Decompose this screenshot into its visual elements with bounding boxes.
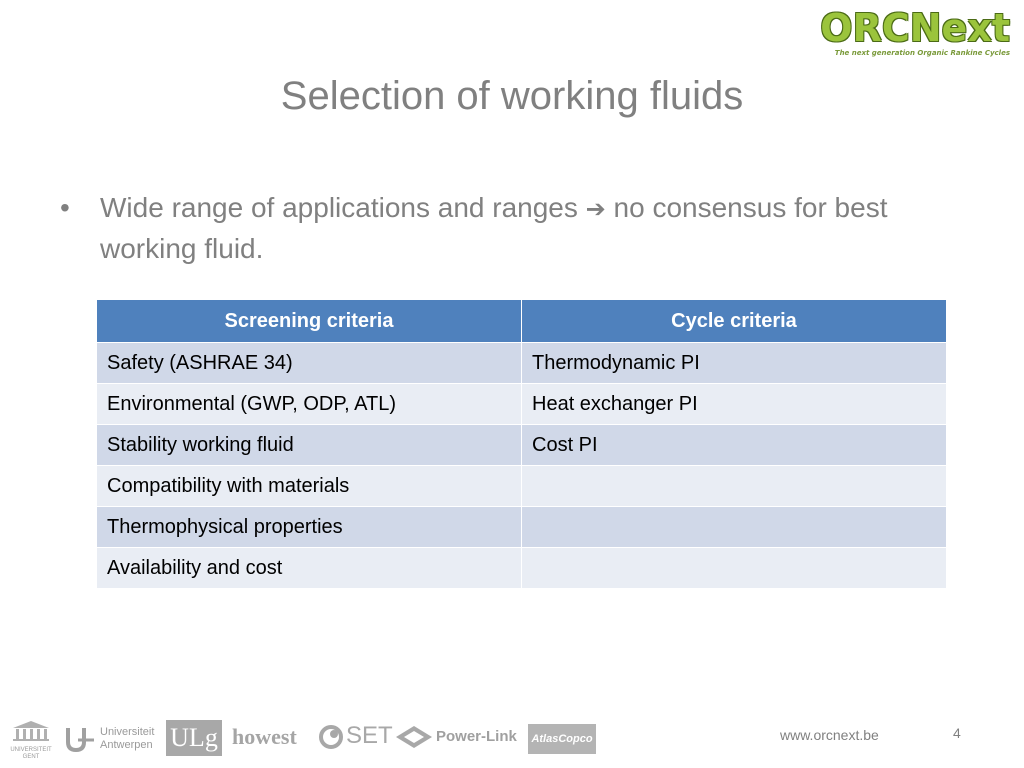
table-row (97, 548, 947, 589)
table-row (97, 466, 947, 507)
table-row (97, 425, 947, 466)
set-swirl-icon (318, 724, 344, 750)
table-cell: Thermodynamic PI (522, 343, 947, 384)
power-link-arrow-icon (396, 726, 432, 748)
table-cell: Compatibility with materials (97, 466, 522, 507)
logo-wordmark: ORCNext (820, 6, 1010, 50)
slide-title: Selection of working fluids (280, 74, 744, 118)
uantwerpen-label-1: Universiteit (100, 726, 155, 738)
footer-url: www.orcnext.be (780, 727, 879, 743)
criteria-table (96, 299, 947, 589)
ulg-logo: ULg (166, 720, 222, 756)
table-cell: Heat exchanger PI (522, 384, 947, 425)
right-arrow-icon: ➔ (585, 195, 606, 223)
ugent-building-icon (11, 720, 51, 742)
uantwerpen-label-2: Antwerpen (100, 739, 153, 751)
header-cycle-criteria: Cycle criteria (522, 300, 947, 343)
table-cell (522, 507, 947, 548)
bullet-text (100, 188, 960, 269)
set-label: SET (346, 722, 393, 749)
howest-logo: howest (232, 724, 297, 749)
partner-logos (0, 712, 620, 762)
atlas-copco-logo: AtlasCopco (528, 724, 596, 754)
bullet-point (60, 188, 960, 269)
table-cell: Cost PI (522, 425, 947, 466)
page-number: 4 (953, 725, 961, 741)
ugent-label: UNIVERSITEIT GENT (10, 747, 52, 760)
orcnext-logo (820, 8, 1010, 57)
table-cell: Availability and cost (97, 548, 522, 589)
table-cell: Safety (ASHRAE 34) (97, 343, 522, 384)
ugent-logo (6, 720, 56, 761)
bullet-text-before: Wide range of applications and ranges (100, 192, 578, 223)
header-screening-criteria: Screening criteria (97, 300, 522, 343)
table-row (97, 343, 947, 384)
uantwerpen-emblem-icon (64, 726, 96, 752)
table-cell (522, 548, 947, 589)
table-row (97, 507, 947, 548)
bullet-text-after: no consensus for best working fluid. (100, 192, 888, 264)
table-cell: Thermophysical properties (97, 507, 522, 548)
bullet-dot: • (60, 192, 70, 223)
logo-tagline: The next generation Organic Rankine Cycles (834, 49, 1010, 57)
table-row (97, 384, 947, 425)
table-cell: Stability working fluid (97, 425, 522, 466)
table-header-row (97, 300, 947, 343)
power-link-label: Power-Link (436, 728, 517, 745)
table-cell: Environmental (GWP, ODP, ATL) (97, 384, 522, 425)
table-cell (522, 466, 947, 507)
